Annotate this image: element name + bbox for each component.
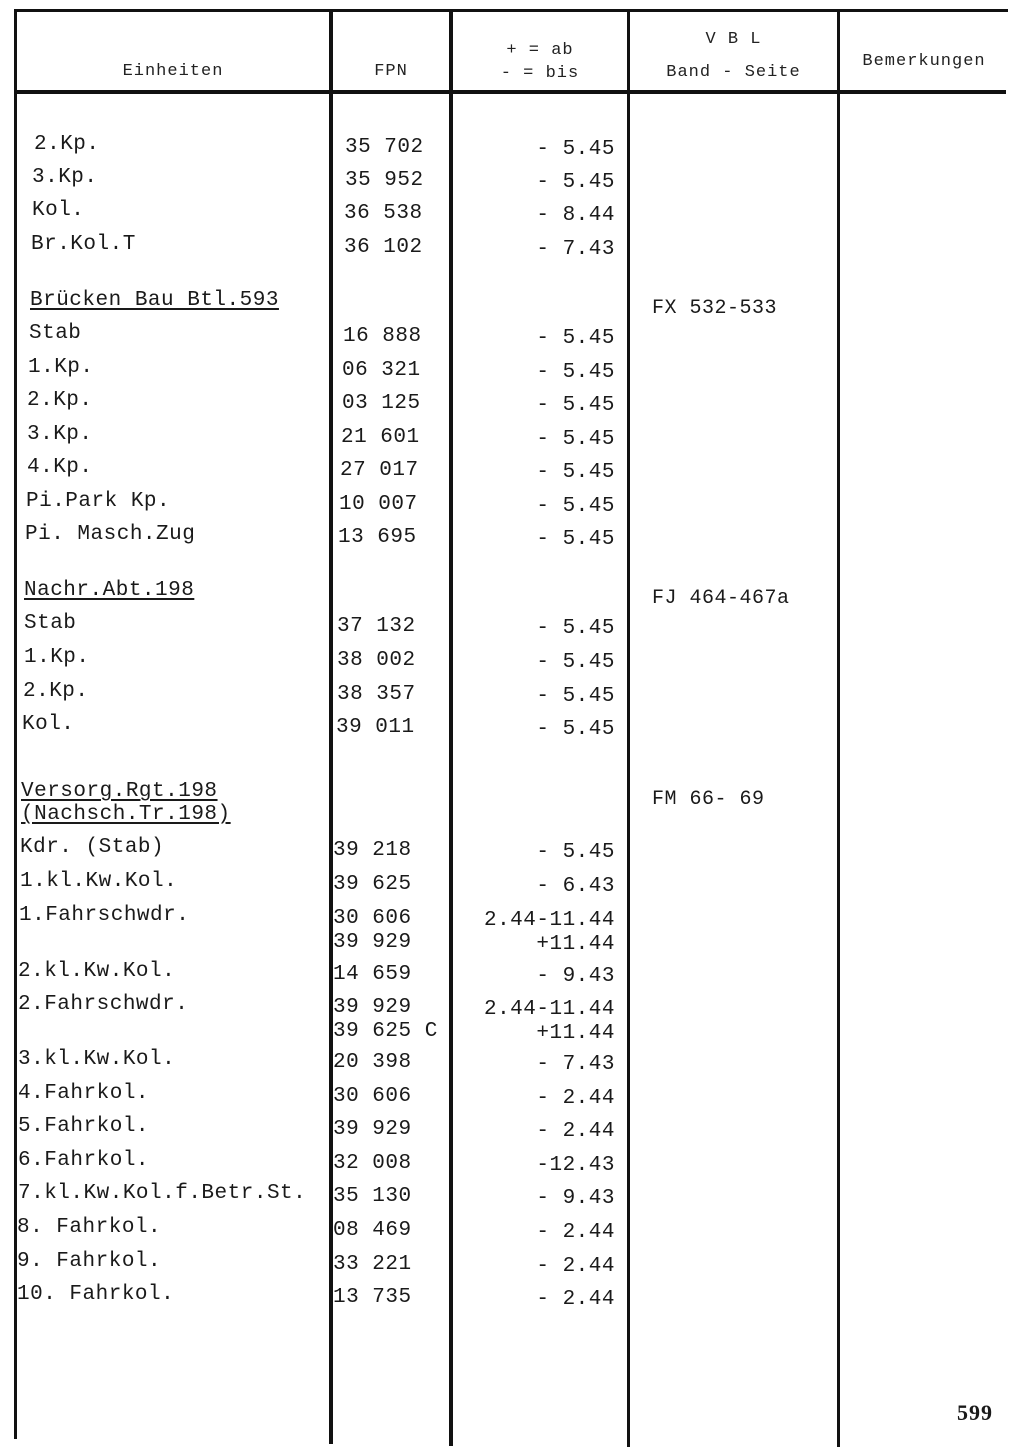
date-range: - 5.45 <box>536 495 615 518</box>
header-units-label: Einheiten <box>122 62 224 81</box>
date-range: -12.43 <box>536 1154 615 1177</box>
unit-name: Pi.Park Kp. <box>26 490 171 513</box>
fpn-number: 06 321 <box>342 359 421 382</box>
date-range: - 2.44 <box>536 1288 615 1311</box>
fpn-number: 32 008 <box>333 1152 412 1175</box>
unit-name: 1.Kp. <box>28 356 94 379</box>
fpn-number: 39 929 <box>333 996 412 1019</box>
fpn-number: 30 606 <box>333 907 412 930</box>
fpn-number: 37 132 <box>337 615 416 638</box>
date-range: - 2.44 <box>536 1120 615 1143</box>
unit-name: 8. Fahrkol. <box>17 1216 162 1239</box>
fpn-number: 36 102 <box>344 236 423 259</box>
unit-name: 5.Fahrkol. <box>18 1115 150 1138</box>
date-range: - 9.43 <box>536 1187 615 1210</box>
fpn-number: 27 017 <box>340 459 419 482</box>
header-vbl-line1: V B L <box>705 30 762 49</box>
vbl-reference: FX 532-533 <box>652 297 778 320</box>
fpn-number: 20 398 <box>333 1051 412 1074</box>
header-dates-line2: - = bis <box>500 64 580 83</box>
unit-name: 3.kl.Kw.Kol. <box>18 1048 176 1071</box>
fpn-number: 39 011 <box>336 716 415 739</box>
header-bottom-rule <box>16 90 1006 94</box>
vbl-reference: FM 66- 69 <box>652 788 765 811</box>
date-range: - 2.44 <box>536 1087 615 1110</box>
column-rule-vbl-remarks <box>837 9 840 1447</box>
date-range: - 5.45 <box>536 617 615 640</box>
fpn-number: 21 601 <box>341 426 420 449</box>
unit-name: Kdr. (Stab) <box>20 836 165 859</box>
header-remarks <box>840 50 1008 73</box>
unit-name: 7.kl.Kw.Kol.f.Betr.St. <box>18 1182 307 1205</box>
header-vbl-line2: Band - Seite <box>666 63 801 82</box>
date-range: - 8.44 <box>536 204 615 227</box>
unit-name: 3.Kp. <box>27 423 93 446</box>
column-rule-fpn-dates <box>449 9 453 1446</box>
unit-name: 1.Fahrschwdr. <box>19 904 190 927</box>
date-range: - 5.45 <box>536 718 615 741</box>
unit-name: 1.Kp. <box>24 646 90 669</box>
date-range: - 5.45 <box>536 651 615 674</box>
unit-group-heading: Versorg.Rgt.198 <box>21 780 218 803</box>
unit-group-heading: Nachr.Abt.198 <box>24 579 195 602</box>
unit-name: Kol. <box>32 199 85 222</box>
fpn-number: 35 130 <box>333 1185 412 1208</box>
unit-name: 2.Kp. <box>34 133 100 156</box>
date-range: - 5.45 <box>536 394 615 417</box>
unit-name: 3.Kp. <box>32 166 98 189</box>
fpn-number: 39 625 C <box>333 1020 438 1043</box>
unit-name: Pi. Masch.Zug <box>25 523 196 546</box>
fpn-number: 39 929 <box>333 931 412 954</box>
date-range: - 5.45 <box>536 327 615 350</box>
fpn-number: 39 625 <box>333 873 412 896</box>
date-range: +11.44 <box>536 933 615 956</box>
unit-name: 6.Fahrkol. <box>18 1149 150 1172</box>
date-range: - 2.44 <box>536 1255 615 1278</box>
fpn-number: 13 695 <box>338 526 417 549</box>
vbl-reference: FJ 464-467a <box>652 587 790 610</box>
fpn-number: 35 702 <box>345 136 424 159</box>
page-number: 599 <box>957 1400 993 1425</box>
unit-name: 2.kl.Kw.Kol. <box>18 960 176 983</box>
fpn-number: 33 221 <box>333 1253 412 1276</box>
unit-group-heading: Brücken Bau Btl.593 <box>30 289 279 312</box>
date-range: - 5.45 <box>536 528 615 551</box>
unit-name: 4.Kp. <box>27 456 93 479</box>
unit-name: 2.Kp. <box>27 389 93 412</box>
header-remarks-label: Bemerkungen <box>862 52 986 71</box>
unit-name: 2.Kp. <box>23 680 89 703</box>
unit-name: Br.Kol.T <box>31 233 136 256</box>
date-range: - 5.45 <box>536 685 615 708</box>
date-range: - 5.45 <box>536 171 615 194</box>
header-fpn-label: FPN <box>374 62 408 81</box>
date-range: - 5.45 <box>536 138 615 161</box>
fpn-number: 38 002 <box>337 649 416 672</box>
date-range: +11.44 <box>536 1022 615 1045</box>
unit-name: Stab <box>29 322 82 345</box>
unit-name: Kol. <box>22 713 75 736</box>
fpn-number: 14 659 <box>333 963 412 986</box>
fpn-number: 36 538 <box>344 202 423 225</box>
unit-name: 1.kl.Kw.Kol. <box>20 870 178 893</box>
fpn-number: 39 218 <box>333 839 412 862</box>
fpn-number: 08 469 <box>333 1219 412 1242</box>
unit-name: 10. Fahrkol. <box>17 1283 175 1306</box>
fpn-number: 16 888 <box>343 325 422 348</box>
header-fpn <box>333 60 449 83</box>
fpn-number: 38 357 <box>337 683 416 706</box>
fpn-number: 03 125 <box>342 392 421 415</box>
unit-name: Stab <box>24 612 77 635</box>
unit-name: 9. Fahrkol. <box>17 1250 162 1273</box>
header-dates-line1: + = ab <box>506 41 574 60</box>
header-vbl <box>630 28 837 84</box>
fpn-number: 10 007 <box>339 493 418 516</box>
table-top-rule <box>16 9 1008 12</box>
fpn-number: 30 606 <box>333 1085 412 1108</box>
date-range: - 5.45 <box>536 361 615 384</box>
header-units <box>17 60 329 83</box>
column-rule-dates-vbl <box>627 9 630 1447</box>
header-dates <box>453 39 627 85</box>
date-range: 2.44-11.44 <box>483 909 615 932</box>
date-range: - 7.43 <box>536 1053 615 1076</box>
fpn-number: 13 735 <box>333 1286 412 1309</box>
unit-name: 4.Fahrkol. <box>18 1082 150 1105</box>
date-range: 2.44-11.44 <box>483 998 615 1021</box>
unit-name: 2.Fahrschwdr. <box>18 993 189 1016</box>
date-range: - 6.43 <box>536 875 615 898</box>
fpn-number: 39 929 <box>333 1118 412 1141</box>
fpn-number: 35 952 <box>345 169 424 192</box>
date-range: - 2.44 <box>536 1221 615 1244</box>
unit-group-heading: (Nachsch.Tr.198) <box>21 803 231 826</box>
date-range: - 5.45 <box>536 428 615 451</box>
date-range: - 7.43 <box>536 238 615 261</box>
date-range: - 5.45 <box>536 841 615 864</box>
date-range: - 5.45 <box>536 461 615 484</box>
date-range: - 9.43 <box>536 965 615 988</box>
